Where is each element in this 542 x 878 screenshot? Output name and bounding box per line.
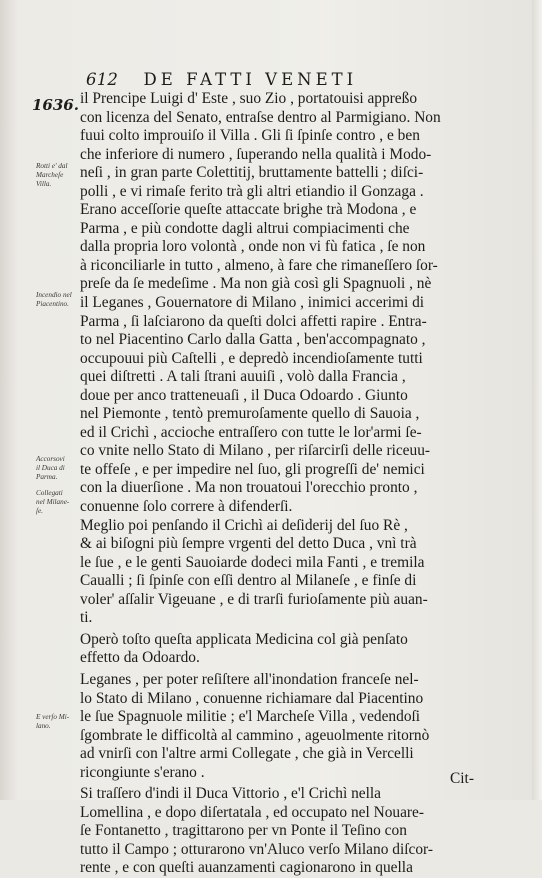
text-line: to nel Piacentino Carlo dalla Gatta , ben'accompagnato , bbox=[80, 331, 426, 349]
text-line: dalla propria loro volontà , onde non vi fù fatica , ſe non bbox=[80, 238, 426, 256]
text-line: Parma , ſi laſciarono da queſti dolci affetti rapire . Entra- bbox=[80, 312, 427, 330]
text-line: ſe Fontanetto , tragittarono per vn Ponte il Teſino con bbox=[80, 822, 407, 840]
text-line: nel Piemonte , tentò premuroſamente quello di Sauoia , bbox=[80, 405, 420, 423]
text-line: ed il Crichì , accioche entraſſero con tutte le lor'armi ſe- bbox=[80, 423, 422, 441]
margin-note-line: Collegati bbox=[36, 489, 63, 497]
margin-note bbox=[36, 291, 82, 309]
text-line: Caualli ; ſi ſpinſe con eſſi dentro al Milaneſe , e finſe di bbox=[80, 572, 417, 590]
text-line: co vnite nello Stato di Milano , per riſarcirſi delle riceuu- bbox=[80, 442, 431, 460]
text-line: polli , e vi rimaſe ferito trà gli altri etiandio il Gonzaga . bbox=[80, 182, 424, 200]
margin-note-line: nel Milane- bbox=[36, 498, 70, 506]
text-line: Leganes , per poter reſiſtere all'inondation franceſe nel- bbox=[80, 670, 419, 688]
catchword: Cit- bbox=[450, 770, 474, 787]
margin-note-line: Parma. bbox=[36, 473, 58, 481]
text-line: Si traſſero d'indi il Duca Vittorio , e'l Crichì nella bbox=[80, 785, 381, 803]
page-header bbox=[86, 70, 357, 89]
margin-note-line: il Duca di bbox=[36, 464, 65, 472]
text-line: che inferiore di numero , ſuperando nella qualità i Modo- bbox=[80, 145, 432, 163]
margin-note-line: ſe. bbox=[36, 507, 43, 515]
text-line: ricongiunte s'erano . bbox=[80, 763, 205, 781]
text-line: effetto da Odoardo. bbox=[80, 649, 200, 667]
text-line: & ai biſogni più ſempre vrgenti del detto Duca , vnì trà bbox=[80, 535, 417, 553]
margin-year: 1636. bbox=[32, 96, 79, 114]
text-line: à riconciliarle in tutto , almeno, à fare che rimaneſſero ſor- bbox=[80, 256, 438, 274]
margin-note bbox=[36, 713, 82, 731]
text-line: Lomellina , e dopo diſertatala , ed occupato nel Nouare- bbox=[80, 803, 425, 821]
margin-note-line: Rotti e' dal bbox=[36, 162, 68, 170]
margin-note-line: Piacentino. bbox=[36, 300, 69, 308]
body-text bbox=[80, 90, 474, 878]
margin-note-line: Villa. bbox=[36, 180, 52, 188]
margin-note-line: Marcheſe bbox=[36, 171, 64, 179]
text-line: conuenne ſolo correre à difenderſi. bbox=[80, 498, 293, 516]
margin-note bbox=[36, 162, 82, 189]
text-line: le ſue , e le genti Sauoiarde dodeci mila Fanti , e tremila bbox=[80, 553, 425, 571]
text-line: Operò toſto queſta applicata Medicina col già penſato bbox=[80, 630, 408, 648]
text-line: ti. bbox=[80, 609, 93, 627]
text-line: con la diuerſione . Ma non trouatoui l'orecchio pronto , bbox=[80, 479, 418, 497]
text-line: quei diſtretti . A tali ſtrani auuiſi , volò dalla Francia , bbox=[80, 368, 406, 386]
text-line: neſi , in gran parte Colettitij, bruttamente battelli ; diſci- bbox=[80, 164, 424, 182]
page-edge-shadow bbox=[532, 0, 542, 800]
text-line: Erano acceſſorie queſte attaccate brighe trà Modona , e bbox=[80, 201, 417, 219]
text-line: preſe da ſe medeſime . Ma non già così gli Spagnuoli , nè bbox=[80, 275, 432, 293]
text-line: Meglio poi penſando il Crichì ai deſiderij del ſuo Rè , bbox=[80, 516, 408, 534]
margin-note-line: lano. bbox=[36, 722, 51, 730]
running-title: DE FATTI VENETI bbox=[143, 70, 358, 89]
margin-note bbox=[36, 455, 82, 482]
text-line: tutto il Campo ; otturarono vn'Aluco verſo Milano diſcor- bbox=[80, 840, 433, 858]
text-line: doue per anco tratteneuaſi , il Duca Odoardo . Giunto bbox=[80, 386, 408, 404]
text-line: te offeſe , e per impedire nel ſuo, gli progreſſi de' nemici bbox=[80, 460, 425, 478]
text-line: voler' aſſalir Vigeuane , e di trarſi furioſamente più auan- bbox=[80, 590, 428, 608]
text-line: il Leganes , Gouernatore di Milano , inimici accerimi di bbox=[80, 294, 425, 312]
margin-note-line: Accorsovi bbox=[36, 455, 65, 463]
text-line: occupouui più Caſtelli , e depredò incendioſamente tutti bbox=[80, 349, 423, 367]
text-line: Parma , e più condotte dagli altrui compiacimenti che bbox=[80, 219, 410, 237]
text-line: lo Stato di Milano , conuenne richiamare dal Piacentino bbox=[80, 689, 424, 707]
text-line: ſgombrate le difficoltà al cammino , ageuolmente ritornò bbox=[80, 726, 430, 744]
text-line: con licenza del Senato, entraſse dentro al Parmigiano. Non bbox=[80, 108, 441, 126]
margin-note bbox=[36, 489, 82, 516]
text-line: il Prencipe Luigi d' Este , suo Zio , portatouisi appreßo bbox=[80, 90, 418, 107]
margin-note-line: E verſo Mi- bbox=[36, 713, 70, 721]
text-line: rente , e con queſti auanzamenti cagionarono in quella bbox=[80, 859, 413, 877]
margin-note-line: Incendio nel bbox=[36, 291, 72, 299]
text-line: ad vnirſi con l'altre armi Collegate , che già in Vercelli bbox=[80, 745, 414, 763]
text-line: le ſue Spagnuole militie ; e'l Marcheſe Villa , vedendoſi bbox=[80, 708, 421, 726]
page-number: 612 bbox=[86, 70, 119, 89]
text-line: fuui colto improuiſo il Villa . Gli ſi ſpinſe contro , e ben bbox=[80, 127, 420, 145]
